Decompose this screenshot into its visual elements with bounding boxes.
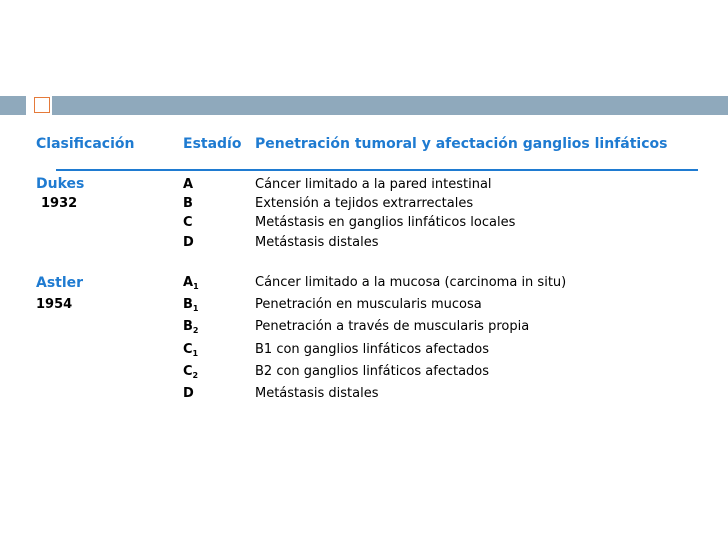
header-clasificacion: Clasificación — [36, 136, 135, 152]
astler-stage-6: D — [183, 386, 194, 401]
header-penetracion: Penetración tumoral y afectación ganglios linfáticos — [255, 136, 668, 152]
dukes-label: Dukes — [36, 176, 85, 192]
astler-stage-2: $B_1$ — [183, 297, 199, 313]
astler-year: 1954 — [36, 297, 73, 312]
dukes-stage-2: B — [183, 196, 193, 211]
title-bar-gap — [26, 96, 34, 115]
dukes-stage-3: C — [183, 215, 193, 230]
astler-stage-3: $B_2$ — [183, 319, 199, 335]
astler-label: Astler — [36, 275, 84, 291]
dukes-stage-1: A — [183, 177, 194, 192]
astler-desc-2: Penetración en muscularis mucosa — [255, 297, 482, 312]
astler-desc-6: Metástasis distales — [255, 386, 379, 401]
dukes-desc-3: Metástasis en ganglios linfáticos locales — [255, 215, 516, 230]
header-estadio: Estadío — [183, 136, 242, 152]
astler-desc-5: B2 con ganglios linfáticos afectados — [255, 364, 490, 379]
dukes-year: 1932 — [41, 196, 78, 211]
astler-desc-3: Penetración a través de muscularis propia — [255, 319, 530, 334]
astler-stage-4: $C_1$ — [183, 342, 199, 358]
astler-desc-4: B1 con ganglios linfáticos afectados — [255, 342, 490, 357]
dukes-desc-4: Metástasis distales — [255, 235, 379, 250]
title-bar-left-segment — [0, 96, 26, 115]
astler-desc-1: Cáncer limitado a la mucosa (carcinoma in situ) — [255, 275, 567, 290]
table-header — [0, 136, 728, 156]
dukes-stage-4: D — [183, 235, 194, 250]
title-bar-decoration — [0, 96, 728, 115]
title-bar-square-icon — [34, 97, 50, 113]
header-divider — [56, 169, 698, 171]
astler-stage-5: $C_2$ — [183, 364, 199, 380]
title-bar-right-segment — [52, 96, 728, 115]
dukes-desc-2: Extensión a tejidos extrarrectales — [255, 196, 474, 211]
astler-stage-1: $A_1$ — [183, 275, 199, 291]
dukes-desc-1: Cáncer limitado a la pared intestinal — [255, 177, 492, 192]
